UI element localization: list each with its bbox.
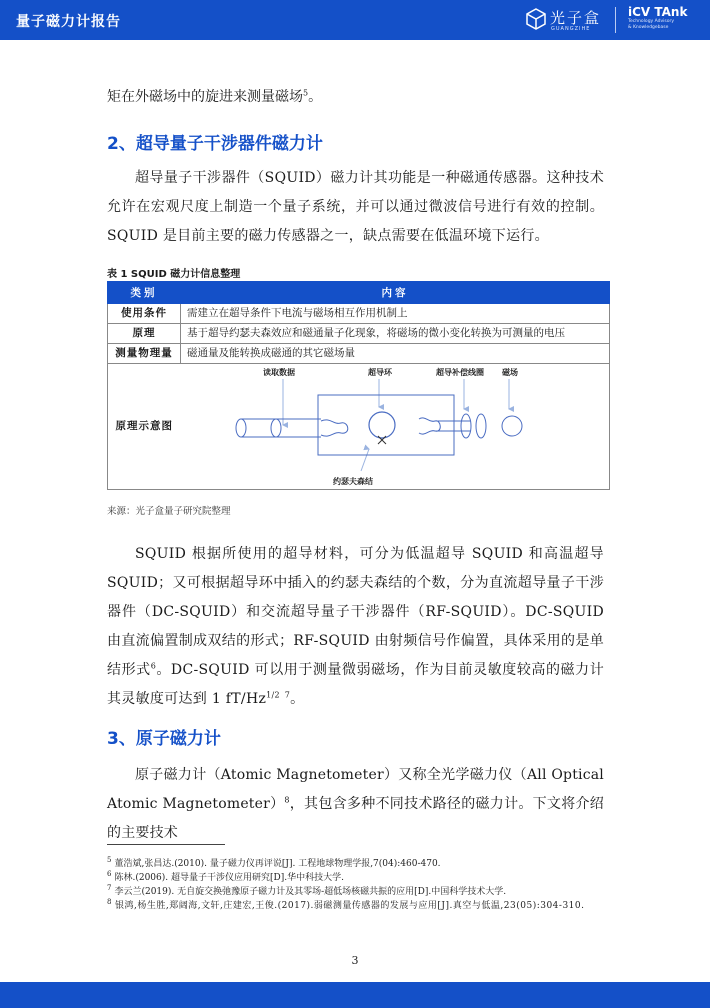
table-value: 需建立在超导条件下电流与磁场相互作用机制上 <box>181 304 610 324</box>
para2-text-c: 。 <box>290 691 305 707</box>
logo-separator <box>615 7 616 33</box>
para2-text-a: SQUID 根据所使用的超导材料，可分为低温超导 SQUID 和高温超导 SQUID；又可根据超导环中插入的约瑟夫森结的个数，分为直流超导量子干涉器件（DC-SQUID）和交流超导量子干涉器件（RF-SQUID）。DC-SQUID 由直流偏置制成双结的形式；RF-SQUID 由射频信号作偏置，具体采用的是单结形式 <box>107 546 604 678</box>
footnote-number: 6 <box>107 870 112 878</box>
label-junction: 约瑟夫森结 <box>332 476 373 486</box>
section-2-title: 2、超导量子干涉器件磁力计 <box>107 134 323 154</box>
icv-tank-logo <box>628 6 704 36</box>
table-value: 基于超导约瑟夫森效应和磁通量子化现象，将磁场的微小变化转换为可测量的电压 <box>181 324 610 344</box>
page-header <box>0 0 710 40</box>
lead-end <box>236 419 246 437</box>
cube-logo-icon <box>526 8 546 30</box>
squid-info-table <box>107 281 610 490</box>
logo2-name: iCV TAnk <box>628 5 688 19</box>
flux-transformer-coil <box>419 417 440 433</box>
footnote-number: 8 <box>107 898 112 906</box>
squid-schematic-diagram <box>181 365 606 489</box>
table-key: 使用条件 <box>108 304 181 324</box>
table-row <box>108 324 610 344</box>
compensation-coil-2 <box>476 414 486 438</box>
intro-line: 矩在外磁场中的旋进来测量磁场$^5$。 <box>107 88 323 105</box>
table-key: 原理 <box>108 324 181 344</box>
table-source: 来源：光子盒量子研究院整理 <box>107 506 231 517</box>
table-key: 测量物理量 <box>108 344 181 364</box>
footnote-ref-6: 6 <box>150 661 157 671</box>
page-footer-bar <box>0 982 710 1008</box>
lead-join <box>271 419 281 437</box>
table-header-category: 类别 <box>108 282 181 304</box>
squid-types-paragraph <box>107 540 604 714</box>
label-ring: 超导环 <box>367 367 392 377</box>
input-coil <box>321 419 348 435</box>
para3-text-b: ，其包含多种不同技术路径的磁力计。下文将介绍的主要技术 <box>107 796 604 841</box>
table-header-content: 内容 <box>181 282 610 304</box>
table-row <box>108 344 610 364</box>
section-3-title: 3、原子磁力计 <box>107 729 221 749</box>
footnote-text: 银鸿,杨生胜,郑阔海,文轩,庄建宏,王俊.(2017).弱磁测量传感器的发展与应用[J].真空与低温,23(05):304-310. <box>114 901 585 911</box>
guangzihe-logo <box>526 6 606 34</box>
table-caption: 表 1 SQUID 磁力计信息整理 <box>107 269 241 280</box>
table-row <box>108 304 610 324</box>
footnote-ref-8: 8 <box>284 795 290 805</box>
label-field: 磁场 <box>501 367 518 377</box>
footnote-text: 陈林.(2006). 超导量子干涉仪应用研究[D].华中科技大学. <box>114 873 344 883</box>
footnote-ref-5: 5 <box>303 88 309 98</box>
atomic-magnetometer-paragraph <box>107 761 604 848</box>
intro-text: 矩在外磁场中的旋进来测量磁场 <box>107 89 303 105</box>
cryostat-box <box>318 395 454 455</box>
compensation-coil-1 <box>461 414 471 438</box>
field-source <box>502 416 522 436</box>
squid-ring <box>369 412 395 438</box>
footnote-ref-7: 7 <box>284 690 291 700</box>
logo1-sub: GUANGZIHE <box>551 26 591 32</box>
junction-arrow <box>361 449 369 471</box>
logo2-sub1: Technology Advisory <box>628 19 675 24</box>
footnote-separator <box>107 844 225 845</box>
table-key: 原理示意图 <box>108 364 181 490</box>
footnote-number: 5 <box>107 856 112 864</box>
junction-mark <box>378 436 386 444</box>
label-readout: 读取数据 <box>262 367 295 377</box>
footnote-number: 7 <box>107 884 112 892</box>
page-number: 3 <box>351 954 359 967</box>
squid-schematic-cell <box>181 364 610 490</box>
report-title: 量子磁力计报告 <box>16 14 121 30</box>
unit-exponent: 1/2 <box>266 690 280 700</box>
footnote <box>107 895 604 913</box>
table-row <box>108 364 610 490</box>
footnote-text: 董浩斌,张昌达.(2010). 量子磁力仪再评说[J]. 工程地球物理学报,7(04):460-470. <box>114 859 441 869</box>
logo1-name: 光子盒 <box>550 9 602 27</box>
table-header-row <box>108 282 610 304</box>
label-coil: 超导补偿线圈 <box>435 367 484 377</box>
para3-text-a: 原子磁力计（Atomic Magnetometer）又称全光学磁力仪（All Optical Atomic Magnetometer） <box>107 767 604 812</box>
section-2-paragraph: 超导量子干涉器件（SQUID）磁力计其功能是一种磁通传感器。这种技术允许在宏观尺度上制造一个量子系统，并可以通过微波信号进行有效的控制。SQUID 是目前主要的磁力传感器之一，缺点需要在低温环境下运行。 <box>107 170 604 244</box>
table-value: 磁通量及能转换成磁通的其它磁场量 <box>181 344 610 364</box>
logo2-sub2: & Knowledgebase <box>628 25 669 30</box>
para2-text-b: 。DC-SQUID 可以用于测量微弱磁场，作为目前灵敏度较高的磁力计其灵敏度可达到 1 fT/Hz <box>107 662 604 707</box>
footnote-text: 李云兰(2019). 无自旋交换弛豫原子磁力计及其零场-超低场核磁共振的应用[D].中国科学技术大学. <box>114 887 507 897</box>
